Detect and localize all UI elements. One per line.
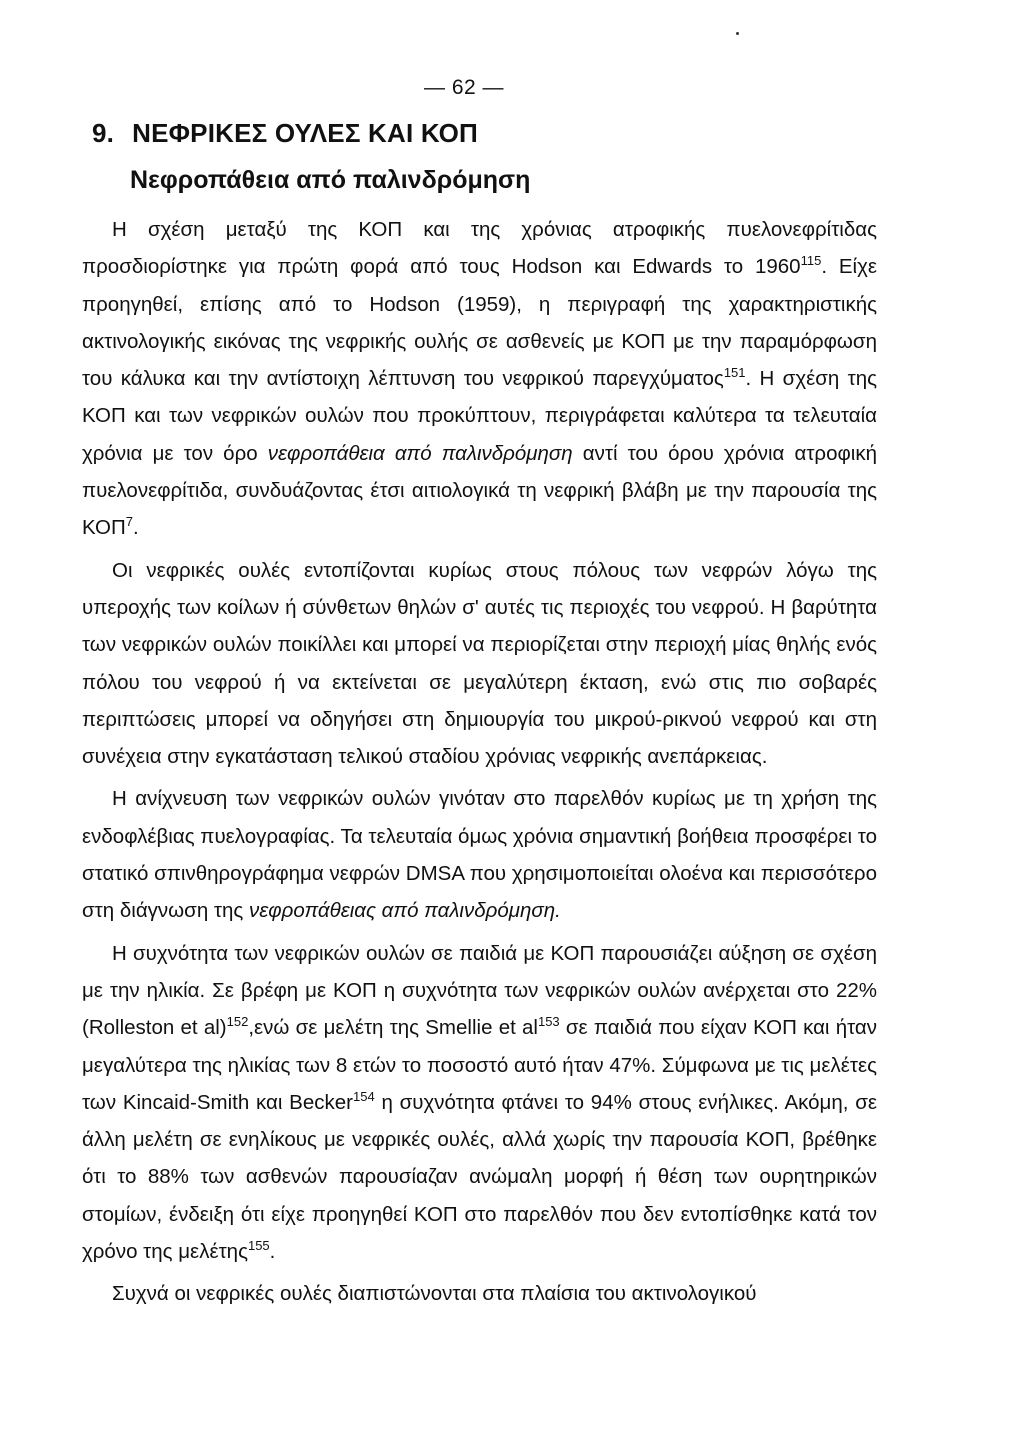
reference-superscript: 154: [353, 1088, 375, 1104]
reference-superscript: 115: [800, 253, 822, 269]
reference-superscript: 155: [247, 1238, 270, 1254]
text-run: . Είχε προηγηθεί, επίσης από το Hodson (1959), η περιγραφή της χαρακτηριστικής ακτινολογικής εικόνας της νεφρικής ουλής σε ασθενείς με ΚΟΠ με την παραμόρφωση του κάλυκα και την αντίστοιχη λέπτυνση του νεφρικού παρεγχύματος: [82, 255, 877, 391]
text-run: η συχνότητα φτάνει το 94% στους ενήλικες. Ακόμη, σε άλλη μελέτη σε ενηλίκους με νεφρικές ουλές, αλλά χωρίς την παρουσία ΚΟΠ, βρέθηκε ότι το 88% των ασθενών παρουσίαζαν ανώμαλη μορφή ή θέση των ουρητηρικών στομίων, ένδειξη ότι είχε προηγηθεί ΚΟΠ στο παρελθόν που δεν εντοπίσθηκε κατά τον χρόνο της μελέτης: [82, 1090, 877, 1264]
chapter-title: ΝΕΦΡΙΚΕΣ ΟΥΛΕΣ ΚΑΙ ΚΟΠ: [132, 118, 479, 148]
chapter-heading: [92, 118, 478, 149]
text-run: ,ενώ σε μελέτη της Smellie et al: [248, 1016, 538, 1040]
text-run: Η σχέση μεταξύ της ΚΟΠ και της χρόνιας ατροφικής πυελονεφρίτιδας προσδιορίστηκε για πρώτη φορά από τους Hodson και Edwards το 1960: [82, 218, 877, 279]
reference-superscript: 7: [125, 514, 134, 530]
text-run: Η συχνότητα των νεφρικών ουλών σε παιδιά με ΚΟΠ παρουσιάζει αύξηση σε σχέση με την ηλικία. Σε βρέφη με ΚΟΠ η συχνότητα των νεφρικών ουλών ανέρχεται στο 22% (Rolleston et al): [82, 941, 877, 1040]
body-text: [82, 211, 877, 1318]
text-run: Η ανίχνευση των νεφρικών ουλών γινόταν στο παρελθόν κυρίως με τη χρήση της ενδοφλέβιας πυελογραφίας. Τα τελευταία όμως χρόνια σημαντική βοήθεια προσφέρει το στατικό σπινθηρογράφημα νεφρών DMSA που χρησιμοποιείται ολοένα και περισσότερο στη διάγνωση της: [82, 787, 877, 923]
text-run: .: [133, 516, 139, 540]
paragraph-2: Οι νεφρικές ουλές εντοπίζονται κυρίως στους πόλους των νεφρών λόγω της υπεροχής των κοίλων ή σύνθετων θηλών σ' αυτές τις περιοχές του νεφρού. Η βαρύτητα των νεφρικών ουλών ποικίλλει και μπορεί να περιορίζεται στην περιοχή μίας θηλής ενός πόλου του νεφρού ή να εκτείνεται σε μεγαλύτερη έκταση, ενώ στις πιο σοβαρές περιπτώσεις μπορεί να οδηγήσει στη δημιουργία του μικρού-ρικνού νεφρού και στη συνέχεια στην εγκατάσταση τελικού σταδίου χρόνιας νεφρικής ανεπάρκειας.: [82, 558, 877, 769]
text-run: .: [269, 1240, 276, 1264]
text-run: αντί του όρου χρόνια ατροφική πυελονεφρίτιδα, συνδυάζοντας έτσι αιτιολογικά τη νεφρική βλάβη με την παρουσία της ΚΟΠ: [82, 441, 877, 540]
section-title: Νεφροπάθεια από παλινδρόμηση: [130, 166, 531, 194]
chapter-number: 9.: [92, 118, 115, 148]
paragraph-3: [82, 780, 877, 929]
paragraph-1: [82, 211, 877, 547]
paragraph-5: Συχνά οι νεφρικές ουλές διαπιστώνονται στα πλαίσια του ακτινολογικού: [112, 1282, 757, 1306]
scan-speck: [736, 32, 739, 35]
text-run: . Η σχέση της ΚΟΠ και των νεφρικών ουλών που προκύπτουν, περιγράφεται καλύτερα τα τελευταία χρόνια με τον όρο: [82, 367, 877, 465]
italic-term: νεφροπάθεια από παλινδρόμηση: [267, 441, 573, 465]
reference-superscript: 151: [723, 365, 746, 381]
paragraph-4: [82, 935, 877, 1271]
italic-term: νεφροπάθειας από παλινδρόμηση.: [249, 899, 561, 923]
reference-superscript: 152: [226, 1014, 249, 1030]
page-number: — 62 —: [423, 76, 505, 99]
reference-superscript: 153: [537, 1014, 560, 1030]
text-run: σε παιδιά που είχαν ΚΟΠ και ήταν μεγαλύτερα της ηλικίας των 8 ετών το ποσοστό αυτό ήταν 47%. Σύμφωνα με τις μελέτες των Kincaid-Smith και Becker: [82, 1016, 878, 1114]
